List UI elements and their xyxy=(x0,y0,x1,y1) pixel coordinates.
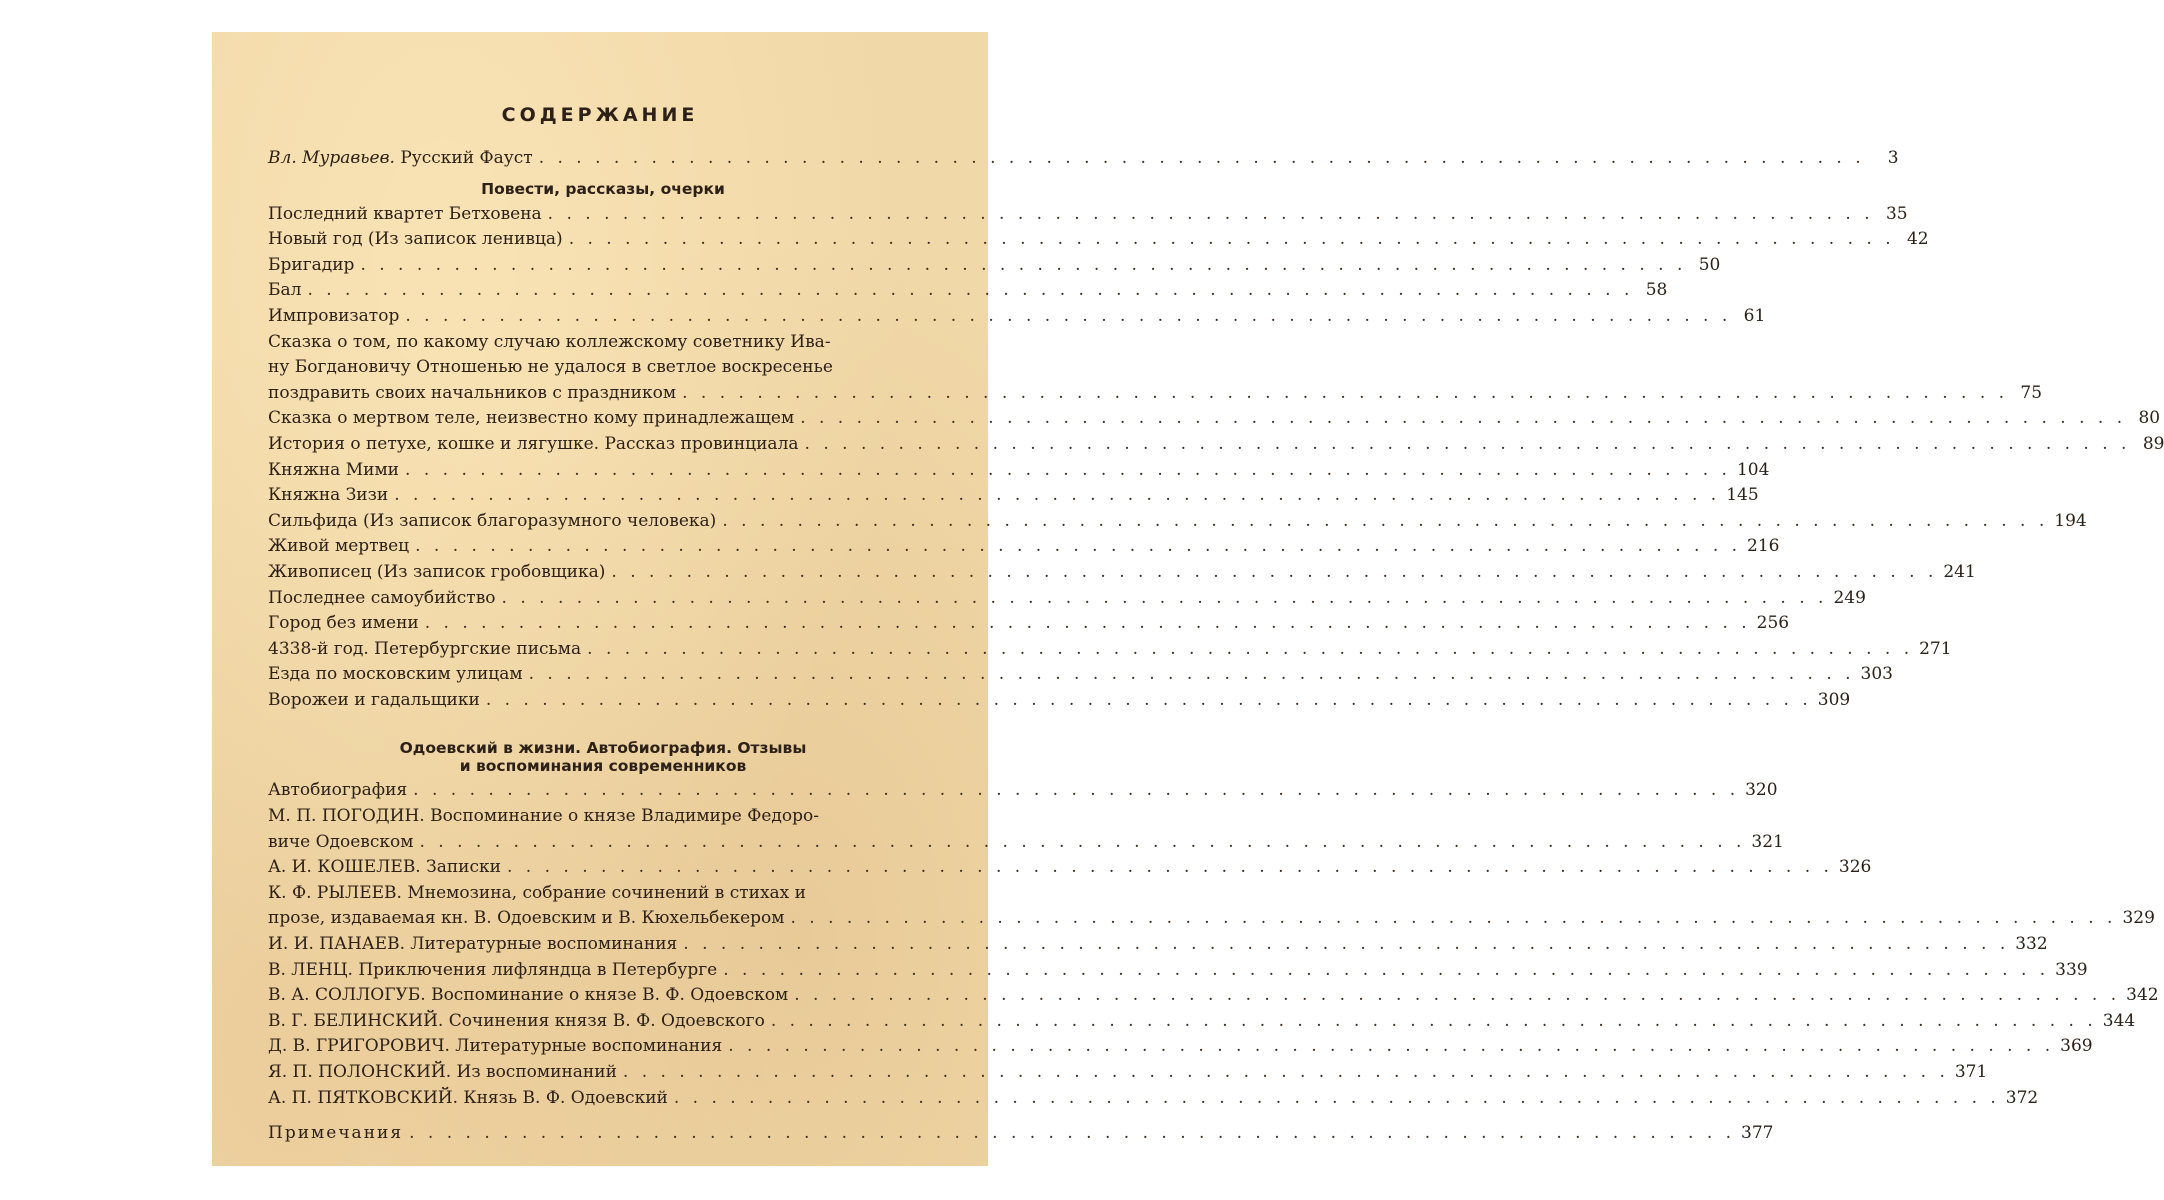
entry-title: Импровизатор xyxy=(268,305,400,326)
leader-dots xyxy=(539,146,1865,172)
intro-author: Вл. Муравьев. xyxy=(268,148,395,168)
toc-entry xyxy=(268,1086,2039,1112)
toc-entry xyxy=(268,906,2155,932)
leader-dots xyxy=(723,958,2049,984)
page-number: 377 xyxy=(1741,1123,1774,1144)
leader-dots xyxy=(502,586,1828,612)
entry-title: Новый год (Из записок ленивца) xyxy=(268,229,563,250)
toc-entry-notes xyxy=(268,1121,1774,1147)
entry-title-line: Сказка о том, по какому случаю коллежскому советнику Ива- xyxy=(268,331,831,352)
page-number: 339 xyxy=(2055,959,2088,980)
page-number: 271 xyxy=(1919,638,1952,659)
entry-title: Последний квартет Бетховена xyxy=(268,203,542,224)
leader-dots xyxy=(805,432,2131,458)
page-number: 80 xyxy=(2138,408,2161,429)
page-number: 371 xyxy=(1954,1062,1988,1082)
toc-entry xyxy=(268,560,1976,586)
page-number: 332 xyxy=(2015,934,2048,955)
leader-dots xyxy=(791,906,2117,932)
toc-entry xyxy=(268,586,1866,612)
toc-entry xyxy=(268,778,1778,804)
entry-title: А. П. ПЯТКОВСКИЙ. Князь В. Ф. Одоевский xyxy=(268,1087,668,1108)
toc-entry xyxy=(268,432,2164,458)
entry-title: Езда по московским улицам xyxy=(268,664,523,685)
entry-title: А. И. КОШЕЛЕВ. Записки xyxy=(268,857,501,878)
entry-title: Д. В. ГРИГОРОВИЧ. Литературные воспоминания xyxy=(268,1036,723,1057)
page-number: 321 xyxy=(1751,831,1784,852)
leader-dots xyxy=(548,202,1874,228)
toc-entry xyxy=(268,932,2048,958)
entry-title: Автобиография xyxy=(268,780,408,801)
page-number: 329 xyxy=(2122,908,2155,929)
page-number: 75 xyxy=(2020,382,2043,403)
toc-entry xyxy=(268,278,1668,304)
leader-dots xyxy=(587,637,1913,663)
entry-title: Сказка о мертвом теле, неизвестно кому принадлежащем xyxy=(268,408,795,429)
entry-title: поздравить своих начальников с праздником xyxy=(268,382,677,403)
entry-title: История о петухе, кошке и лягушке. Рассказ провинциала xyxy=(268,433,799,454)
entry-title: Живописец (Из записок гробовщика) xyxy=(268,561,606,582)
entry-title: 4338-й год. Петербургские письма xyxy=(268,638,582,659)
page-number: 35 xyxy=(1885,203,1908,224)
page-number: 344 xyxy=(2102,1010,2136,1031)
leader-dots xyxy=(415,534,1741,560)
leader-dots xyxy=(794,983,2120,1009)
toc-entry xyxy=(268,1060,1988,1086)
toc-entry xyxy=(268,958,2088,984)
toc-entry xyxy=(268,830,1784,856)
leader-dots xyxy=(405,304,1731,330)
section-heading-line: Одоевский в жизни. Автобиография. Отзывы xyxy=(399,739,807,758)
section-heading-line: и воспоминания современников xyxy=(459,757,747,776)
leader-dots xyxy=(674,1086,2000,1112)
leader-dots xyxy=(529,662,1855,688)
leader-dots xyxy=(307,278,1633,304)
toc-entry xyxy=(268,1034,2093,1060)
leader-dots xyxy=(682,381,2008,407)
entry-title: Бригадир xyxy=(268,254,355,275)
page-number: 104 xyxy=(1736,459,1770,480)
leader-dots xyxy=(409,1121,1735,1147)
toc-entry xyxy=(268,202,1908,228)
page-number: 89 xyxy=(2142,433,2164,454)
section-heading-memoirs xyxy=(268,739,938,775)
page-number: 309 xyxy=(1817,689,1851,710)
section-heading-stories: Повести, рассказы, очерки xyxy=(481,179,725,198)
toc-entry xyxy=(268,662,1893,688)
entry-title: Бал xyxy=(268,280,302,301)
page-number: 194 xyxy=(2054,510,2087,531)
entry-title: Ворожеи и гадальщики xyxy=(268,689,480,710)
toc-entry xyxy=(268,483,1759,509)
entry-title: виче Одоевском xyxy=(268,831,414,852)
intro-title: Русский Фауст xyxy=(400,148,533,168)
entry-title: Княжна Мими xyxy=(268,459,400,480)
page-number: 326 xyxy=(1838,857,1872,878)
leader-dots xyxy=(425,611,1751,637)
toc-entry xyxy=(268,227,1929,253)
leader-dots xyxy=(728,1034,2054,1060)
page-number: 58 xyxy=(1645,280,1668,301)
entry-title: В. ЛЕНЦ. Приключения лифляндца в Петербурге xyxy=(268,959,718,980)
leader-dots xyxy=(405,458,1731,484)
book-page xyxy=(212,32,2164,1166)
toc-entry xyxy=(268,637,1952,663)
page-number: 61 xyxy=(1743,305,1766,326)
page-number: 256 xyxy=(1756,613,1790,634)
entry-title: И. И. ПАНАЕВ. Литературные воспоминания xyxy=(268,934,678,955)
entry-title: В. А. СОЛЛОГУБ. Воспоминание о князе В. Ф. Одоевском xyxy=(268,985,789,1006)
toc-entry xyxy=(268,688,1851,714)
leader-dots xyxy=(569,227,1895,253)
toc-entry xyxy=(268,534,1780,560)
page-number: 303 xyxy=(1860,664,1893,685)
entry-title: Примечания xyxy=(268,1123,404,1144)
toc-entry xyxy=(268,983,2159,1009)
leader-dots xyxy=(413,778,1739,804)
entry-title: прозе, издаваемая кн. В. Одоевским и В. Кюхельбекером xyxy=(268,908,785,929)
entry-title: Последнее самоубийство xyxy=(268,587,496,608)
entry-title: В. Г. БЕЛИНСКИЙ. Сочинения князя В. Ф. Одоевского xyxy=(268,1010,765,1031)
toc-entry-intro xyxy=(268,146,1899,172)
entry-title: Живой мертвец xyxy=(268,536,410,557)
page-number: 241 xyxy=(1943,561,1976,582)
toc-entry xyxy=(268,458,1770,484)
page-number: 372 xyxy=(2005,1087,2039,1108)
entry-title: Сильфида (Из записок благоразумного человека) xyxy=(268,510,717,531)
page-number: 42 xyxy=(1906,229,1929,250)
leader-dots xyxy=(419,830,1745,856)
toc-entry xyxy=(268,1009,2136,1035)
page-title: СОДЕРЖАНИЕ xyxy=(501,104,699,126)
toc-entry xyxy=(268,253,1721,279)
toc-entry xyxy=(268,611,1790,637)
leader-dots xyxy=(486,688,1812,714)
table-of-contents xyxy=(268,146,2164,1147)
entry-title-line: ну Богдановичу Отношенью не удалося в светлое воскресенье xyxy=(268,357,833,378)
page-number: 320 xyxy=(1745,780,1778,801)
page-number: 145 xyxy=(1726,485,1759,506)
entry-title-line: К. Ф. РЫЛЕЕВ. Мнемозина, собрание сочинений в стихах и xyxy=(268,882,807,903)
leader-dots xyxy=(623,1060,1949,1086)
leader-dots xyxy=(722,509,2048,535)
page-number: 3 xyxy=(1887,148,1899,168)
leader-dots xyxy=(611,560,1937,586)
page-number: 249 xyxy=(1833,587,1866,608)
toc-entry xyxy=(268,304,1766,330)
leader-dots xyxy=(360,253,1686,279)
leader-dots xyxy=(771,1009,2097,1035)
page-number: 342 xyxy=(2126,985,2159,1006)
entry-title-line: М. П. ПОГОДИН. Воспоминание о князе Владимире Федоро- xyxy=(268,806,819,827)
entry-title: Город без имени xyxy=(268,613,419,634)
page-number: 216 xyxy=(1747,536,1780,557)
entry-title: Я. П. ПОЛОНСКИЙ. Из воспоминаний xyxy=(268,1062,617,1082)
leader-dots xyxy=(800,406,2126,432)
page-number: 50 xyxy=(1698,254,1721,275)
leader-dots xyxy=(683,932,2009,958)
toc-entry xyxy=(268,381,2043,407)
leader-dots xyxy=(394,483,1720,509)
toc-entry xyxy=(268,406,2161,432)
toc-entry xyxy=(268,509,2087,535)
page-number: 369 xyxy=(2060,1036,2093,1057)
toc-entry xyxy=(268,855,1872,881)
leader-dots xyxy=(507,855,1833,881)
entry-title: Княжна Зизи xyxy=(268,485,389,506)
